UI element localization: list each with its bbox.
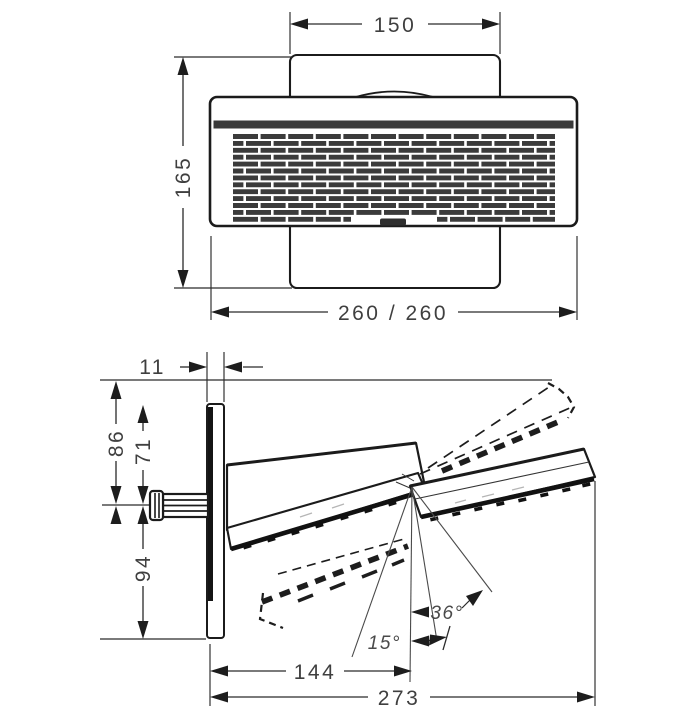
dim-273-label: 273 — [377, 687, 421, 710]
dim-angle-36 — [411, 590, 483, 624]
dim-86-label: 86 — [105, 428, 128, 458]
dim-71-label: 71 — [132, 436, 155, 466]
dim-86 — [105, 381, 128, 524]
dim-94-label: 94 — [132, 553, 155, 583]
water-inlet-pipe — [150, 491, 208, 520]
dim-11 — [139, 352, 263, 402]
angle-36-label: 36° — [430, 603, 464, 624]
right-spray-bar — [410, 449, 595, 522]
dim-94 — [100, 505, 206, 639]
side-view — [100, 352, 595, 710]
angle-15-label: 15° — [367, 633, 401, 654]
dim-angle-15 — [368, 626, 450, 654]
dim-71 — [132, 405, 155, 504]
dim-11-label: 11 — [139, 356, 166, 379]
dim-144-label: 144 — [293, 661, 337, 684]
tilt-down-dashed — [260, 539, 408, 628]
dim-260-label: 260 / 260 — [337, 302, 449, 325]
dim-150 — [290, 12, 500, 54]
body-top-band — [214, 121, 574, 129]
dim-165-label: 165 — [172, 155, 195, 199]
front-view — [172, 12, 577, 325]
dim-150-label: 150 — [373, 14, 417, 37]
grille-notch-tab — [380, 219, 406, 226]
